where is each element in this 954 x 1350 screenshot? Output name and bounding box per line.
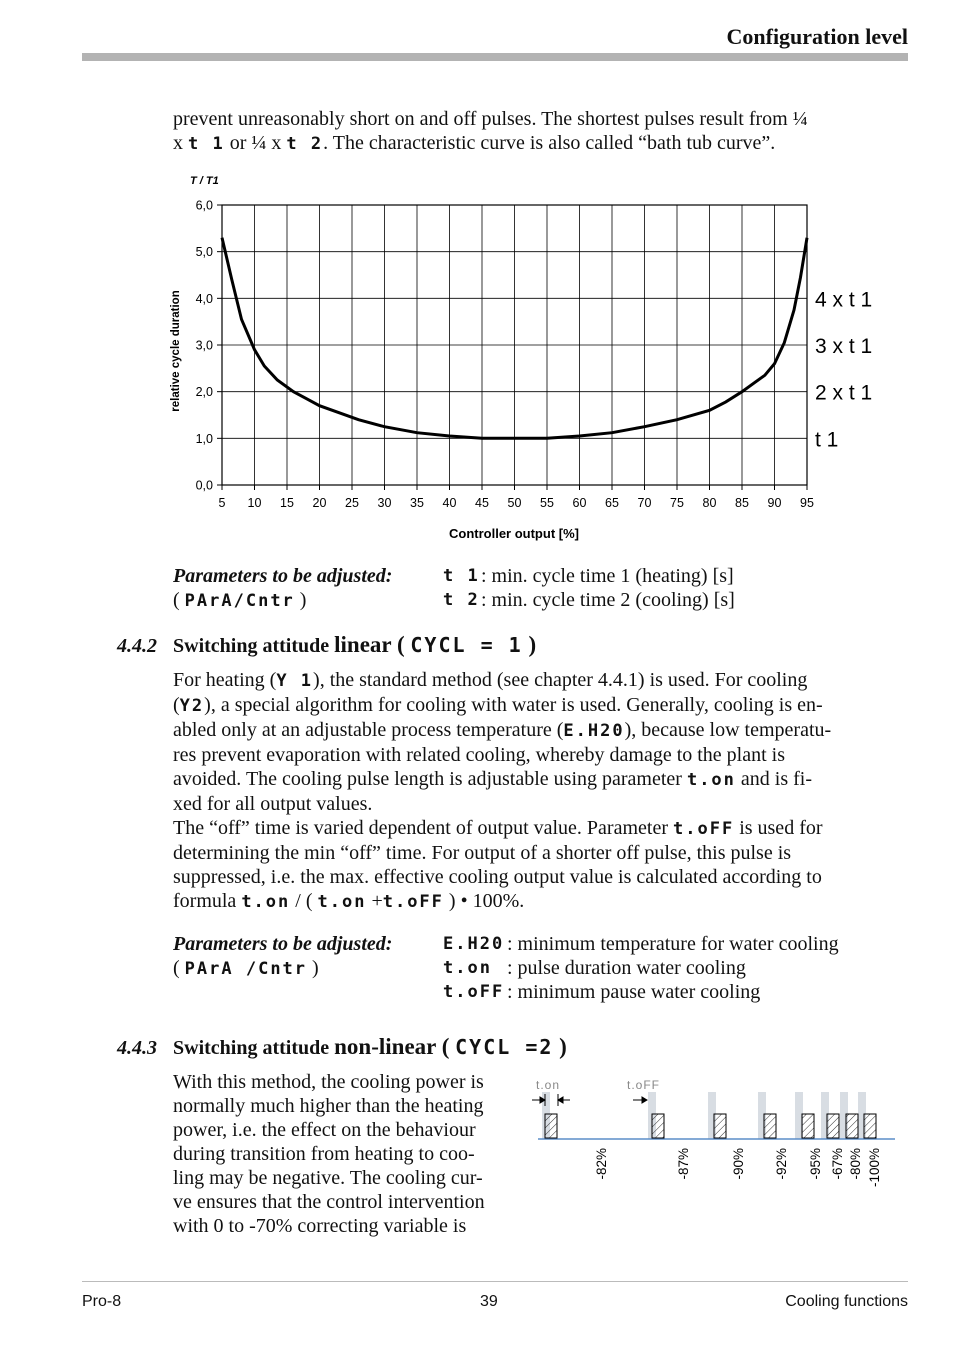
param-code: t.on xyxy=(317,892,367,912)
page-header-title: Configuration level xyxy=(726,24,908,49)
header-rule xyxy=(82,53,908,61)
params2-row xyxy=(443,980,839,1004)
pulse-box xyxy=(714,1114,726,1138)
x-tick-label: 20 xyxy=(312,496,327,510)
chart-grid xyxy=(222,205,807,485)
param-code: t 2 xyxy=(443,590,480,610)
pulse-percent-label: -90% xyxy=(731,1148,746,1180)
text-line: With this method, the cooling power is xyxy=(173,1071,484,1093)
section-442-number: 4.4.2 xyxy=(117,635,157,657)
section-443-close: ) xyxy=(553,1034,567,1059)
y-tick-label: 3,0 xyxy=(195,338,213,353)
text-line: with 0 to -70% correcting variable is xyxy=(173,1215,467,1237)
pulse-percent-label: -87% xyxy=(676,1148,691,1180)
params1-label: Parameters to be adjusted: xyxy=(173,565,393,587)
param-code-t1: t 1 xyxy=(188,134,225,154)
chart-ticks xyxy=(196,199,814,511)
text-run: abled only at an adjustable process temperature ( xyxy=(173,719,564,741)
text-line: ling may be negative. The cooling cur- xyxy=(173,1167,483,1189)
params2-list xyxy=(443,932,839,1004)
text-line: ve ensures that the control intervention xyxy=(173,1191,485,1213)
right-axis-label: t 1 xyxy=(815,428,839,452)
param-code: E.H20 xyxy=(443,934,505,954)
x-tick-label: 55 xyxy=(540,496,554,510)
intro-rest: . The characteristic curve is also called “bath tub curve”. xyxy=(323,132,776,154)
x-tick-label: 80 xyxy=(702,496,717,510)
x-tick-label: 25 xyxy=(345,496,359,510)
params1-sub-close: ) xyxy=(294,589,307,611)
intro-or: or ¼ x xyxy=(224,132,287,154)
text-line: power, i.e. the effect on the behaviour xyxy=(173,1119,476,1141)
y-tick-label: 4,0 xyxy=(195,291,213,306)
pulse-percent-label: -92% xyxy=(774,1148,789,1180)
text-run: / ( xyxy=(290,890,318,912)
intro-paragraph xyxy=(173,107,903,156)
text-line: determining the min “off” time. For output of a shorter off pulse, this pulse is xyxy=(173,842,792,864)
pulse-box xyxy=(827,1114,839,1138)
section-442-title-small: Switching attitude xyxy=(173,635,335,657)
intro-x: x xyxy=(173,132,183,154)
param-description: : pulse duration water cooling xyxy=(507,957,746,979)
section-443-number: 4.4.3 xyxy=(117,1037,157,1059)
text-line: res prevent evaporation with related cooling, whereby damage to the plant is xyxy=(173,744,786,766)
param-code-t2: t 2 xyxy=(286,134,324,154)
ton-label: t.on xyxy=(536,1078,561,1092)
pulse-percent-label: -67% xyxy=(830,1148,845,1180)
param-code: t.oFF xyxy=(443,982,505,1002)
y-tick-label: 1,0 xyxy=(195,431,213,446)
y-tick-label: 5,0 xyxy=(195,245,213,260)
section-442-code: CYCL = 1 xyxy=(410,633,523,657)
x-tick-label: 70 xyxy=(637,496,652,510)
x-tick-label: 40 xyxy=(442,496,457,510)
toff-label: t.oFF xyxy=(627,1078,661,1092)
x-tick-label: 75 xyxy=(670,496,684,510)
params1-row xyxy=(443,564,735,588)
section-442-heading xyxy=(173,632,536,658)
pulse-percent-labels xyxy=(594,1148,882,1187)
text-run: formula xyxy=(173,890,242,912)
param-code: t.on xyxy=(686,770,736,790)
x-tick-label: 30 xyxy=(377,496,392,510)
params1-list xyxy=(443,564,735,612)
text-run: ), a special algorithm for cooling with water is used. Generally, cooling is en- xyxy=(204,694,823,716)
param-description: : minimum temperature for water cooling xyxy=(507,933,839,955)
x-tick-label: 10 xyxy=(247,496,262,510)
section-443-body xyxy=(173,1070,523,1238)
params2-label-block xyxy=(173,932,392,981)
x-tick-label: 95 xyxy=(800,496,814,510)
param-code: t.oFF xyxy=(382,892,444,912)
section-442-body xyxy=(173,668,913,914)
x-tick-label: 65 xyxy=(605,496,619,510)
text-run: ), the standard method (see chapter 4.4.1) is used. For cooling xyxy=(313,669,808,691)
text-run: ), because low temperatu- xyxy=(624,719,832,741)
y-tick-label: 6,0 xyxy=(195,198,213,213)
text-run: + xyxy=(366,890,383,912)
text-run: ( xyxy=(173,694,180,716)
param-code: t.oFF xyxy=(673,819,735,839)
param-code: E.H20 xyxy=(563,721,625,741)
pulse-box xyxy=(846,1114,858,1138)
right-axis-label: 3 x t 1 xyxy=(815,335,873,358)
param-description: : min. cycle time 1 (heating) [s] xyxy=(481,565,734,587)
text-run: avoided. The cooling pulse length is adjustable using parameter xyxy=(173,768,687,790)
text-line: suppressed, i.e. the max. effective cooling output value is calculated according to xyxy=(173,866,822,888)
params2-sub-close: ) xyxy=(307,957,319,979)
params1-sub-open: ( xyxy=(173,589,185,611)
params2-sub-open: ( xyxy=(173,957,185,979)
text-line: during transition from heating to coo- xyxy=(173,1143,475,1165)
chart-right-labels xyxy=(815,288,872,451)
pulse-percent-label: -100% xyxy=(867,1148,882,1188)
param-code: t.on xyxy=(241,892,291,912)
param-code: t 1 xyxy=(443,566,480,586)
text-run: ) • 100%. xyxy=(443,890,525,912)
text-line: normally much higher than the heating xyxy=(173,1095,484,1117)
text-run: The “off” time is varied dependent of output value. Parameter xyxy=(173,817,673,839)
footer-left: Pro-8 xyxy=(82,1293,122,1310)
pulse-box xyxy=(802,1114,814,1138)
x-tick-label: 60 xyxy=(572,496,587,510)
x-tick-label: 85 xyxy=(735,496,749,510)
right-axis-label: 2 x t 1 xyxy=(815,381,873,405)
x-tick-label: 5 xyxy=(218,496,226,510)
section-443-title-big: non-linear ( xyxy=(334,1034,456,1059)
param-description: : minimum pause water cooling xyxy=(507,981,761,1003)
x-tick-label: 90 xyxy=(767,496,782,510)
x-tick-label: 45 xyxy=(475,496,489,510)
section-443-code: CYCL =2 xyxy=(455,1035,554,1059)
pulse-box xyxy=(652,1114,664,1138)
section-442-title-big: linear ( xyxy=(334,632,411,657)
pulse-percent-label: -82% xyxy=(594,1148,609,1180)
pulse-shading xyxy=(542,1092,866,1139)
right-axis-label: 4 x t 1 xyxy=(815,288,873,312)
text-run: is used for xyxy=(734,817,823,839)
y-tick-label: 2,0 xyxy=(195,385,213,400)
pulse-percent-label: -80% xyxy=(848,1148,863,1180)
footer-rule xyxy=(82,1281,908,1282)
pulse-box xyxy=(864,1114,876,1138)
param-code: Y2 xyxy=(179,696,205,716)
bath-tub-curve-chart xyxy=(160,168,920,548)
chart-ylabel-top: T / T1 xyxy=(190,175,219,187)
pulse-percent-label: -95% xyxy=(808,1148,823,1180)
intro-line-2 xyxy=(173,131,903,156)
x-tick-label: 50 xyxy=(507,496,522,510)
section-443-title-small: Switching attitude xyxy=(173,1037,335,1059)
text-run: For heating ( xyxy=(173,669,277,691)
params2-menu-code: PArA /Cntr xyxy=(184,959,308,979)
chart-xlabel: Controller output [%] xyxy=(449,526,579,541)
params2-row xyxy=(443,956,839,980)
section-443-heading xyxy=(173,1034,567,1060)
param-description: : min. cycle time 2 (cooling) [s] xyxy=(481,589,735,611)
x-tick-label: 35 xyxy=(410,496,424,510)
params2-row xyxy=(443,932,839,956)
intro-line-1: prevent unreasonably short on and off pulses. The shortest pulses result from ¼ xyxy=(173,108,808,130)
params1-menu-code: PArA/Cntr xyxy=(184,591,295,611)
param-code: Y 1 xyxy=(276,671,314,691)
params2-label: Parameters to be adjusted: xyxy=(173,933,393,955)
y-tick-label: 0,0 xyxy=(195,478,213,493)
text-line: xed for all output values. xyxy=(173,793,373,815)
section-442-close: ) xyxy=(522,632,537,657)
text-run: and is fi- xyxy=(735,768,812,790)
params1-label-block xyxy=(173,564,392,613)
x-tick-label: 15 xyxy=(280,496,294,510)
chart-ylabel: relative cycle duration xyxy=(170,290,182,412)
pulse-box xyxy=(545,1114,557,1138)
cooling-pulse-diagram xyxy=(530,1072,900,1212)
page-number: 39 xyxy=(480,1293,498,1310)
footer-right: Cooling functions xyxy=(785,1293,908,1310)
param-code: t.on xyxy=(443,958,492,978)
pulse-box xyxy=(764,1114,776,1138)
params1-row xyxy=(443,588,735,612)
